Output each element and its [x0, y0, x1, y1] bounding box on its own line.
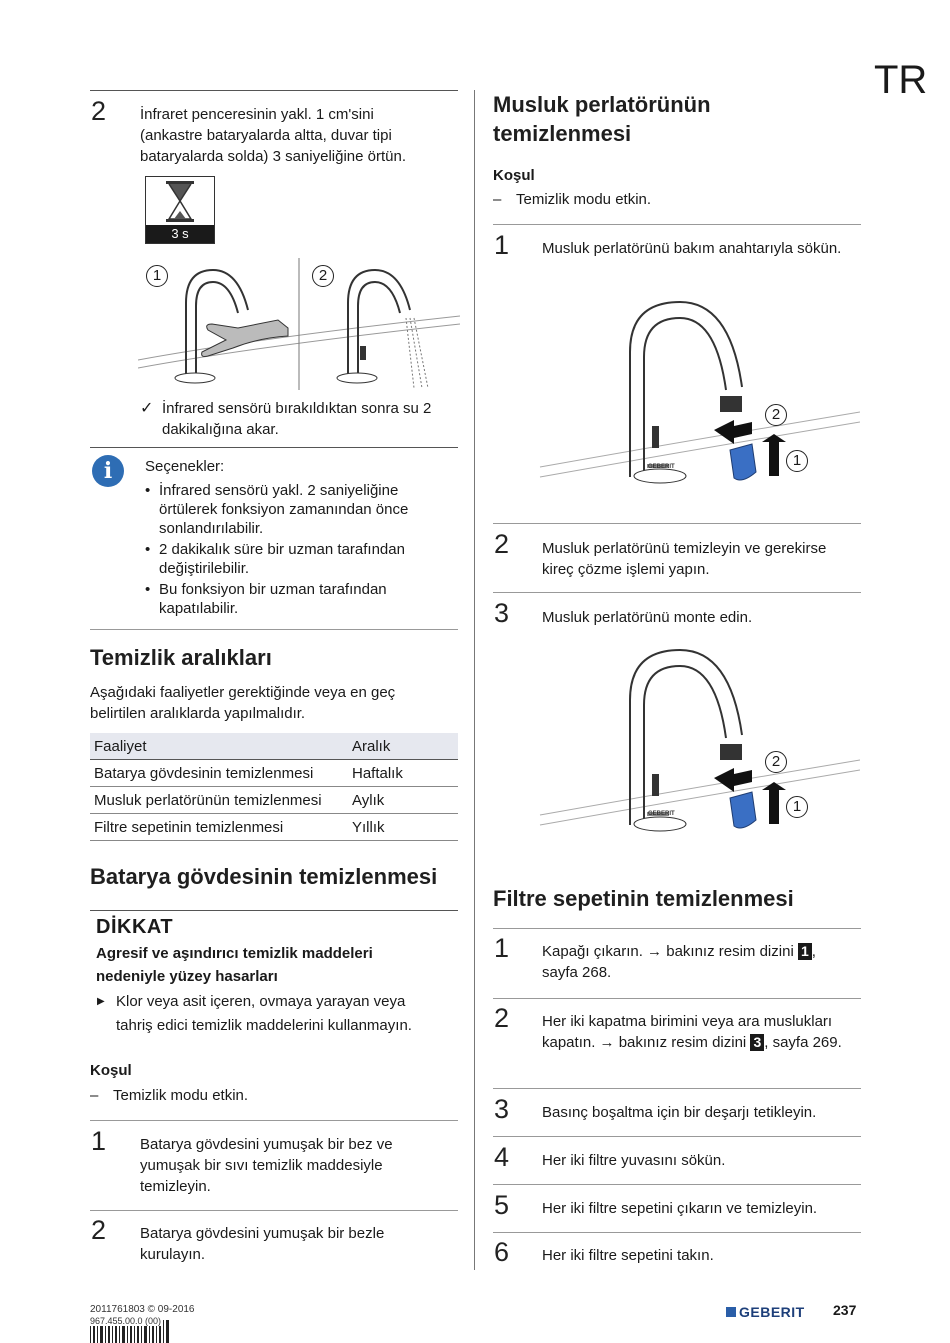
- column-header: Faaliyet: [90, 733, 348, 760]
- divider: [90, 1120, 458, 1121]
- column-divider: [474, 90, 475, 1270]
- step-text: Her iki filtre yuvasını sökün.: [542, 1152, 726, 1169]
- divider: [90, 629, 458, 630]
- step-text: Her iki filtre sepetini takın.: [542, 1247, 714, 1264]
- list-item: • 2 dakikalık süre bir uzman tarafından değiştirilebilir.: [145, 540, 445, 578]
- divider: [493, 928, 861, 929]
- result-text: İnfrared sensörü bırakıldıktan sonra su 2 dakikalığına akar.: [162, 400, 432, 438]
- step-number: 1: [91, 1126, 107, 1156]
- step-number: 3: [494, 1094, 510, 1124]
- info-icon: i: [92, 455, 124, 487]
- divider: [90, 1210, 458, 1211]
- aerator-mounting-illustration: [520, 640, 860, 855]
- section-heading: Temizlik aralıkları: [90, 645, 272, 670]
- condition-dash: –: [493, 191, 502, 208]
- callout-1: 1: [146, 265, 168, 287]
- faucet-brand-mark: GEBERIT: [648, 811, 675, 817]
- table-cell: Aylık: [348, 787, 458, 814]
- divider: [493, 523, 861, 524]
- step-text: Musluk perlatörünü bakım anahtarıyla sökün.: [542, 240, 842, 257]
- condition-label: Koşul: [493, 167, 535, 184]
- step-number: 4: [494, 1142, 510, 1172]
- section-heading: Batarya gövdesinin temizlenmesi: [90, 864, 438, 889]
- step-number: 5: [494, 1190, 510, 1220]
- step-number: 2: [91, 96, 107, 126]
- table-cell: Musluk perlatörünün temizlenmesi: [90, 787, 348, 814]
- callout-1: 1: [786, 796, 808, 818]
- step-text: Musluk perlatörünü temizleyin ve gerekirse kireç çözme işlemi yapın.: [542, 540, 827, 578]
- divider: [90, 447, 458, 448]
- divider: [493, 1184, 861, 1185]
- language-tag: TR: [874, 58, 928, 102]
- figure-index-badge: 3: [750, 1034, 764, 1051]
- divider: [493, 998, 861, 999]
- triangle-bullet-icon: ▶: [97, 996, 105, 1007]
- step-number: 3: [494, 598, 510, 628]
- caution-title: DİKKAT: [96, 916, 174, 938]
- table-header-row: [90, 733, 458, 760]
- step-number: 2: [494, 529, 510, 559]
- list-item: • Bu fonksiyon bir uzman tarafından kapatılabilir.: [145, 580, 445, 618]
- divider: [493, 224, 861, 225]
- step-number: 1: [494, 230, 510, 260]
- step-text: Batarya gövdesini yumuşak bir bezle kurulayın.: [140, 1225, 385, 1263]
- step-number: 1: [494, 933, 510, 963]
- table-row: [90, 787, 458, 814]
- table-cell: Haftalık: [348, 760, 458, 787]
- intervals-table: [90, 733, 458, 841]
- info-list: [145, 481, 445, 620]
- table-cell: Batarya gövdesinin temizlenmesi: [90, 760, 348, 787]
- step-number: 6: [494, 1237, 510, 1267]
- step-number: 2: [91, 1215, 107, 1245]
- condition-dash: –: [90, 1087, 99, 1104]
- caution-subtitle: Agresif ve aşındırıcı temizlik maddeleri nedeniyle yüzey hasarları: [96, 945, 373, 985]
- caution-action: Klor veya asit içeren, ovmaya yarayan veya tahriş edici temizlik maddelerini kullanmayın.: [116, 993, 412, 1034]
- callout-2: 2: [312, 265, 334, 287]
- condition-text: Temizlik modu etkin.: [113, 1087, 249, 1104]
- condition-text: Temizlik modu etkin.: [516, 191, 652, 208]
- divider: [493, 592, 861, 593]
- geberit-logo: GEBERIT: [726, 1304, 805, 1320]
- logo-square-icon: [726, 1307, 736, 1317]
- step-text: Her iki kapatma birimini veya ara muslukları kapatın. → bakınız resim dizini 3 , sayfa 269.: [542, 1013, 842, 1051]
- page-number: 237: [833, 1302, 857, 1318]
- barcode: [90, 1316, 170, 1343]
- document-code: 2011761803 © 09-2016: [90, 1304, 195, 1315]
- callout-2: 2: [765, 404, 787, 426]
- info-title: Seçenekler:: [145, 458, 225, 475]
- table-cell: Filtre sepetinin temizlenmesi: [90, 814, 348, 841]
- step-number: 2: [494, 1003, 510, 1033]
- hourglass-icon: [145, 176, 215, 244]
- step-text: Batarya gövdesini yumuşak bir bez ve yumuşak bir sıvı temizlik maddesiyle temizleyin.: [140, 1136, 393, 1195]
- figure-index-badge: 1: [798, 943, 812, 960]
- divider: [493, 1088, 861, 1089]
- table-row: [90, 814, 458, 841]
- table-cell: Yıllık: [348, 814, 458, 841]
- sensor-cover-illustration: [138, 258, 460, 390]
- step-text: Her iki filtre sepetini çıkarın ve temizleyin.: [542, 1200, 818, 1217]
- column-header: Aralık: [348, 733, 458, 760]
- timer-label: 3 s: [146, 225, 214, 243]
- step-text: Musluk perlatörünü monte edin.: [542, 609, 753, 626]
- barcode-text: 967.455.00.0 (00): [90, 1316, 162, 1326]
- check-icon: ✓: [140, 400, 154, 417]
- section-heading: Filtre sepetinin temizlenmesi: [493, 886, 794, 911]
- step-text: Kapağı çıkarın. → bakınız resim dizini 1 , sayfa 268.: [542, 943, 816, 981]
- divider: [90, 90, 458, 91]
- section-heading: Musluk perlatörünün temizlenmesi: [493, 92, 711, 146]
- section-intro: Aşağıdaki faaliyetler gerektiğinde veya en geç belirtilen aralıklarda yapılmalıdır.: [90, 684, 396, 722]
- table-row: [90, 760, 458, 787]
- aerator-removal-illustration: [520, 292, 860, 507]
- callout-2: 2: [765, 751, 787, 773]
- divider: [493, 1232, 861, 1233]
- step-text: Basınç boşaltma için bir deşarjı tetikleyin.: [542, 1104, 817, 1121]
- callout-1: 1: [786, 450, 808, 472]
- divider: [493, 1136, 861, 1137]
- divider: [90, 910, 458, 911]
- list-item: • İnfrared sensörü yakl. 2 saniyeliğine örtülerek fonksiyon zamanından önce sonlandırılabilir.: [145, 481, 445, 538]
- condition-label: Koşul: [90, 1062, 132, 1079]
- step-text: İnfraret penceresinin yakl. 1 cm'sini (ankastre bataryalarda altta, duvar tipi bataryalarda solda) 3 saniyeliğine örtün.: [140, 106, 406, 165]
- faucet-brand-mark: GEBERIT: [648, 464, 675, 470]
